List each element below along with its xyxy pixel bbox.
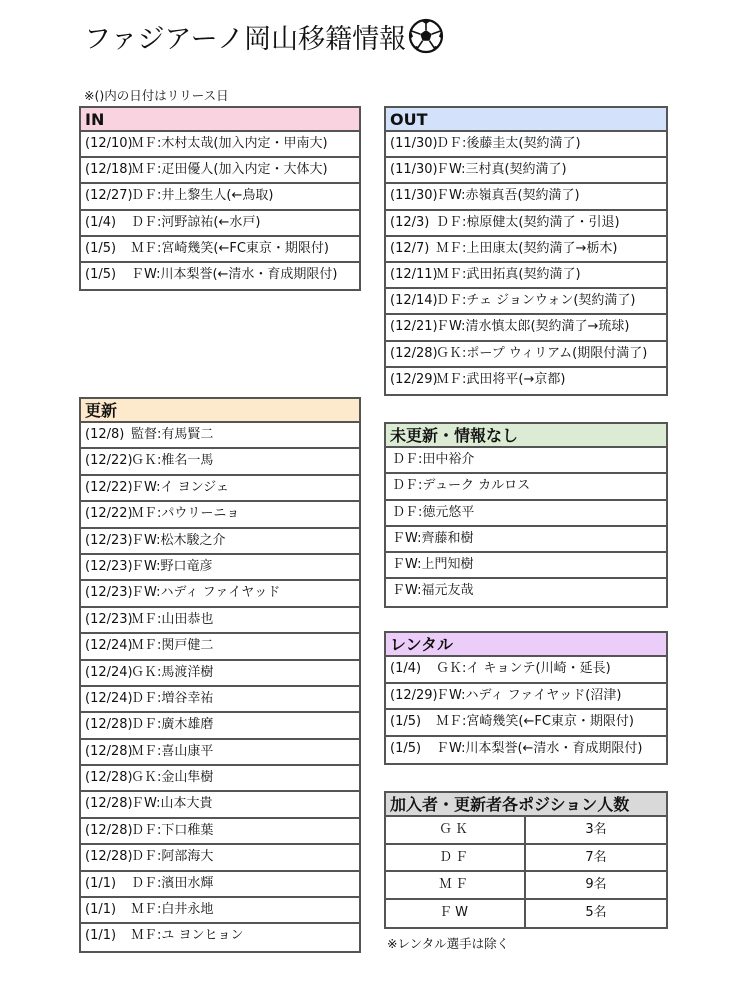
row-date: (12/24) [85,638,133,654]
row-text: ＤＦ:阿部海大 [131,849,214,865]
row-date: (12/28) [85,717,133,733]
row-date: (1/5) [85,240,117,256]
row-text: ＧＫ:イ キョンテ(川崎・延長) [436,661,611,676]
row-text: ＦW:ハディ ファイヤッド(沼津) [436,687,622,703]
row-date: (12/28) [85,849,133,865]
row-text: ＧＫ:馬渡洋樹 [131,664,214,680]
row-date: (12/23) [85,532,133,548]
row-date: (12/18) [85,162,133,178]
row-date: (12/3) [390,214,430,230]
row-date: (12/28) [85,770,133,786]
position-label: ＦW [386,900,526,928]
row-text: ＭＦ:宮崎幾笑(←FC東京・期限付) [436,714,634,729]
row-date: (12/10) [85,136,133,151]
row-text: ＭＦ:木村太哉(加入内定・甲南大) [131,136,328,151]
row-text: ＤＦ:井上黎生人(←鳥取) [131,188,274,204]
row-text: ＭＦ:武田将平(→京都) [436,371,566,387]
row-date: (12/22) [85,479,133,495]
row-text: ＭＦ:疋田優人(加入内定・大体大) [131,162,328,178]
row-date: (12/28) [85,743,133,759]
row-text: ＭＦ:上田康太(契約満了→栃木) [436,240,618,256]
row-date: (1/4) [390,661,422,676]
updated-row [81,502,359,528]
out-row [386,263,666,289]
in-header: IN [81,108,359,132]
rental-row [386,657,666,684]
in-row [81,132,359,158]
soccer-ball-icon [408,18,444,54]
row-text: ＤＦ:増谷幸祐 [131,690,214,706]
out-row [386,132,666,158]
out-row [386,184,666,210]
updated-row [81,898,359,924]
row-date: (12/7) [390,240,430,256]
row-text: ＧＫ:金山隼樹 [131,770,214,786]
out-row [386,158,666,184]
row-text: ＦW:赤嶺真吾(契約満了) [436,188,580,204]
position-count-row [386,845,666,873]
row-date: (12/24) [85,690,133,706]
out-row [386,237,666,263]
row-text: ＦW:川本梨誉(←清水・育成期限付) [131,266,338,282]
position-label: ＤＦ [386,845,526,871]
position-count-row [386,900,666,928]
row-date: (1/1) [85,902,117,918]
page-title-text: ファジアーノ岡山移籍情報 [84,23,407,55]
row-date: (12/22) [85,506,133,522]
row-text: ＤＦ:チェ ジョンウォン(契約満了) [436,293,636,309]
row-text: ＧＫ:椎名一馬 [131,453,214,469]
position-count-table [384,791,668,929]
row-text: ＦW:ハディ ファイヤッド [131,585,281,601]
row-date: (12/24) [85,664,133,680]
row-text: 監督:有馬賢二 [131,427,214,442]
updated-row [81,581,359,607]
in-panel [79,106,361,291]
updated-row [81,740,359,766]
row-text: ＦW:清水慎太郎(契約満了→琉球) [436,319,630,335]
not-updated-row: ＦW:福元友哉 [392,583,474,599]
row-date: (12/8) [85,427,125,442]
row-date: (1/1) [85,875,117,891]
rental-excluded-note: ※レンタル選手は除く [387,936,510,951]
row-text: ＤＦ:下口稚葉 [131,822,214,838]
updated-panel [79,397,361,953]
not-updated-row: ＦW:上門知樹 [386,553,666,579]
row-text: ＭＦ:パウリーニョ [131,506,240,522]
row-text: ＤＦ:廣木雄磨 [131,717,214,733]
row-date: (12/14) [390,293,438,309]
updated-row [81,845,359,871]
row-date: (12/28) [85,822,133,838]
row-date: (11/30) [390,136,438,151]
rental-row [386,710,666,737]
not-updated-row: ＤＦ:デューク カルロス [386,474,666,500]
row-date: (12/29) [390,371,438,387]
row-text: ＤＦ:椋原健太(契約満了・引退) [436,214,620,230]
updated-row [81,766,359,792]
position-count-row [386,817,666,845]
updated-row [81,661,359,687]
row-text: ＭＦ:ユ ヨンヒョン [131,928,244,944]
position-count-header: 加入者・更新者各ポジション人数 [386,793,666,817]
row-date: (12/21) [390,319,438,335]
updated-row [81,687,359,713]
row-date: (12/28) [85,796,133,812]
in-row [81,158,359,184]
row-date: (11/30) [390,162,438,178]
row-text: ＦW:三村真(契約満了) [436,162,567,178]
updated-row [81,529,359,555]
row-text: ＭＦ:白井永地 [131,902,214,918]
row-date: (12/11) [390,266,438,282]
updated-row [81,713,359,739]
row-date: (12/23) [85,585,133,601]
updated-row [81,819,359,845]
row-text: ＧＫ:ポープ ウィリアム(期限付満了) [436,345,648,361]
row-date: (11/30) [390,188,438,204]
row-text: ＤＦ:後藤圭太(契約満了) [436,136,581,151]
release-date-note: ※()内の日付はリリース日 [84,88,229,103]
in-row [81,211,359,237]
row-date: (1/1) [85,928,117,944]
not-updated-row: ＤＦ:徳元悠平 [386,501,666,527]
row-date: (1/5) [85,266,117,282]
row-text: ＦW:野口竜彦 [131,558,213,574]
updated-row [81,924,359,950]
row-date: (1/4) [85,214,117,230]
not-updated-header: 未更新・情報なし [386,424,666,448]
updated-header: 更新 [81,399,359,423]
updated-row [81,608,359,634]
row-text: ＭＦ:宮崎幾笑(←FC東京・期限付) [131,240,329,256]
row-text: ＭＦ:武田拓真(契約満了) [436,266,581,282]
position-label: ＧＫ [386,817,526,843]
rental-panel [384,631,668,765]
position-count: 9名 [585,877,607,892]
row-date: (1/5) [390,714,422,729]
page-title [84,16,444,56]
position-count: 3名 [585,822,607,837]
out-header: OUT [386,108,666,132]
in-row [81,184,359,210]
row-date: (12/28) [390,345,438,361]
row-date: (12/29) [390,687,438,703]
out-row [386,342,666,368]
position-count-row [386,872,666,900]
position-count: 7名 [585,849,607,865]
row-date: (12/23) [85,611,133,627]
rental-row [386,684,666,711]
out-row [386,211,666,237]
rental-header: レンタル [386,633,666,657]
row-text: ＦW:川本梨誉(←清水・育成期限付) [436,740,643,756]
not-updated-row: ＤＦ:田中裕介 [386,448,666,474]
updated-row [81,476,359,502]
updated-row [81,792,359,818]
row-text: ＦW:イ ヨンジェ [131,479,230,495]
row-text: ＤＦ:河野諒祐(←水戸) [131,214,261,230]
row-date: (12/22) [85,453,133,469]
updated-row [81,872,359,898]
row-text: ＤＦ:濱田水輝 [131,875,214,891]
out-panel [384,106,668,396]
updated-row [81,634,359,660]
row-text: ＦW:山本大貴 [131,796,213,812]
row-date: (1/5) [390,740,422,756]
in-row [81,237,359,263]
position-count: 5名 [585,904,607,920]
row-text: ＭＦ:喜山康平 [131,743,214,759]
row-date: (12/27) [85,188,133,204]
in-row [81,263,359,289]
not-updated-panel [384,422,668,608]
rental-row [386,737,666,764]
out-row [386,315,666,341]
row-date: (12/23) [85,558,133,574]
updated-row [81,555,359,581]
not-updated-row: ＦW:齊藤和樹 [386,527,666,553]
updated-row [81,423,359,449]
out-row [386,368,666,394]
out-row [386,289,666,315]
position-label: ＭＦ [386,872,526,898]
row-text: ＦW:松木駿之介 [131,532,226,548]
updated-row [81,449,359,475]
row-text: ＭＦ:関戸健二 [131,638,214,654]
row-text: ＭＦ:山田恭也 [131,611,214,627]
